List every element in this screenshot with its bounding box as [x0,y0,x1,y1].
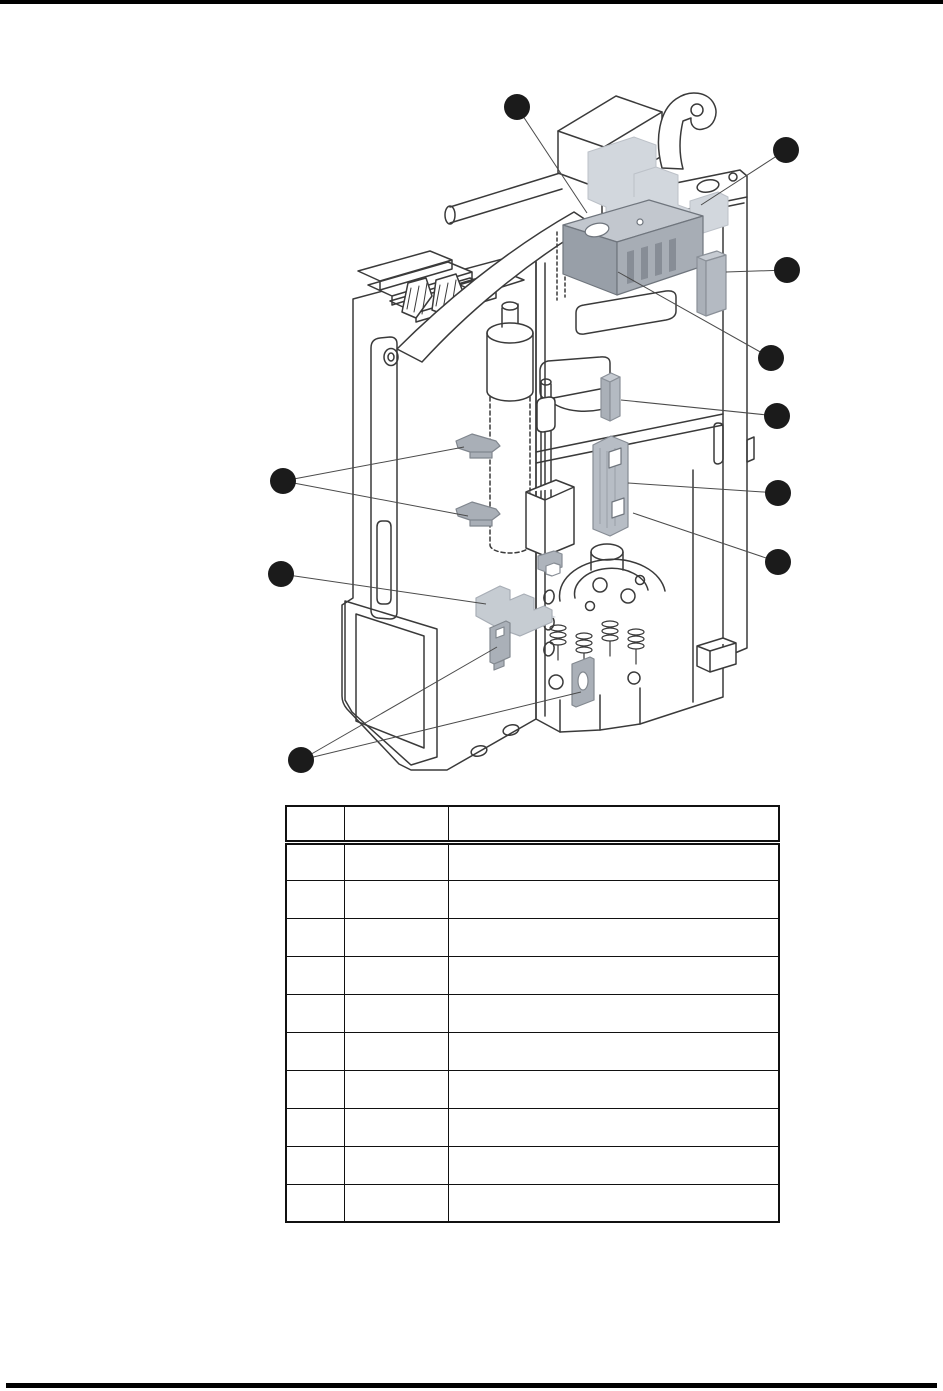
callout-marker-3 [774,257,800,283]
drum-hole-2 [621,589,635,603]
table-cell [448,1032,779,1070]
spring-coil [628,629,644,635]
right-foot [697,638,736,672]
panel-slot-1 [576,291,676,334]
spring-bank [550,621,644,668]
table-row [286,880,779,918]
table-row [286,918,779,956]
table-cell [448,1070,779,1108]
parts-table-body [286,842,779,1222]
machine-illustration [342,93,754,770]
shaft-rod-end [445,206,455,224]
highlight-lower-gray-bits [538,551,562,576]
table-cell [286,994,344,1032]
highlight-side-box [697,251,726,316]
table-cell [286,956,344,994]
table-cell [286,1108,344,1146]
clamp-lever [658,93,715,169]
table-cell [448,842,779,880]
table-cell [344,1184,448,1222]
table-row [286,842,779,880]
table-row [286,1032,779,1070]
callout-marker-4 [758,345,784,371]
table-cell [344,918,448,956]
table-row [286,1184,779,1222]
table-cell [286,1032,344,1070]
callout-marker-9 [268,561,294,587]
table-row [286,956,779,994]
parts-table-header [286,806,779,842]
callout-marker-5 [764,403,790,429]
sensor-clip-top [609,448,621,468]
sensor-clip-bottom [612,498,624,518]
table-cell [448,1108,779,1146]
table-cell [286,880,344,918]
push-rod-bulge [537,397,555,432]
shaft-rod [450,173,562,223]
spring-coil [628,636,644,642]
leader-line-5 [621,400,777,416]
cap-cylinder-top [487,323,533,343]
leader-line-7 [633,513,778,562]
table-header-cell-1 [286,806,344,842]
page-bottom-rule [6,1383,937,1388]
highlight-sensor-panel [593,436,628,536]
table-cell [448,918,779,956]
table-cell [448,880,779,918]
table-cell [448,994,779,1032]
spring-coil [628,643,644,649]
side-tab [747,437,754,462]
base-hole-2 [628,672,640,684]
carousel-assembly [550,544,665,668]
table-cell [286,1184,344,1222]
damper-white-knob [546,563,560,576]
table-cell [344,1146,448,1184]
callout-marker-8 [270,468,296,494]
highlight-bottom-part [572,657,594,707]
small-box-front [601,378,610,421]
table-cell [286,918,344,956]
callout-marker-2 [773,137,799,163]
table-header-cell-3 [448,806,779,842]
spring-coil [602,628,618,634]
table-cell [448,1184,779,1222]
drum-hub [591,544,623,560]
side-box-front [697,257,706,316]
leader-line-6 [628,483,778,493]
table-header-cell-2 [344,806,448,842]
callout-marker-10 [288,747,314,773]
spring-coil [602,621,618,627]
small-box-right [610,377,620,421]
spring-coil [576,647,592,653]
table-cell [344,842,448,880]
latch-clip-body [490,621,510,664]
base-hole-1 [549,675,563,689]
table-cell [344,1108,448,1146]
block-top-pin [637,219,643,225]
spring-coil [550,639,566,645]
spring-coil [576,633,592,639]
leader-line-4 [618,272,771,358]
table-cell [286,1146,344,1184]
parts-table [285,805,780,1223]
spring-coil [550,632,566,638]
table-cell [344,1032,448,1070]
spring-coil [576,640,592,646]
push-rod-tip [541,379,551,385]
drum-outer-arc [560,559,665,601]
table-cell [344,956,448,994]
callout-marker-7 [765,549,791,575]
table-row [286,994,779,1032]
table-cell [344,994,448,1032]
spring-coil [602,635,618,641]
highlight-small-box [601,373,620,421]
table-cell [286,842,344,880]
panel-slot-3 [714,423,723,464]
table-row [286,1070,779,1108]
drum-hole-1 [593,578,607,592]
table-cell [448,1146,779,1184]
mid-shelf-edges [536,414,723,463]
callout-marker-1 [504,94,530,120]
side-box-right [706,255,726,316]
bottom-part-slot [578,672,588,690]
callout-marker-6 [765,480,791,506]
table-header-row [286,806,779,842]
table-cell [286,1070,344,1108]
table-row [286,1108,779,1146]
drum-hole-3 [586,602,595,611]
table-cell [344,1070,448,1108]
table-cell [448,956,779,994]
table-cell [344,880,448,918]
table-row [286,1146,779,1184]
